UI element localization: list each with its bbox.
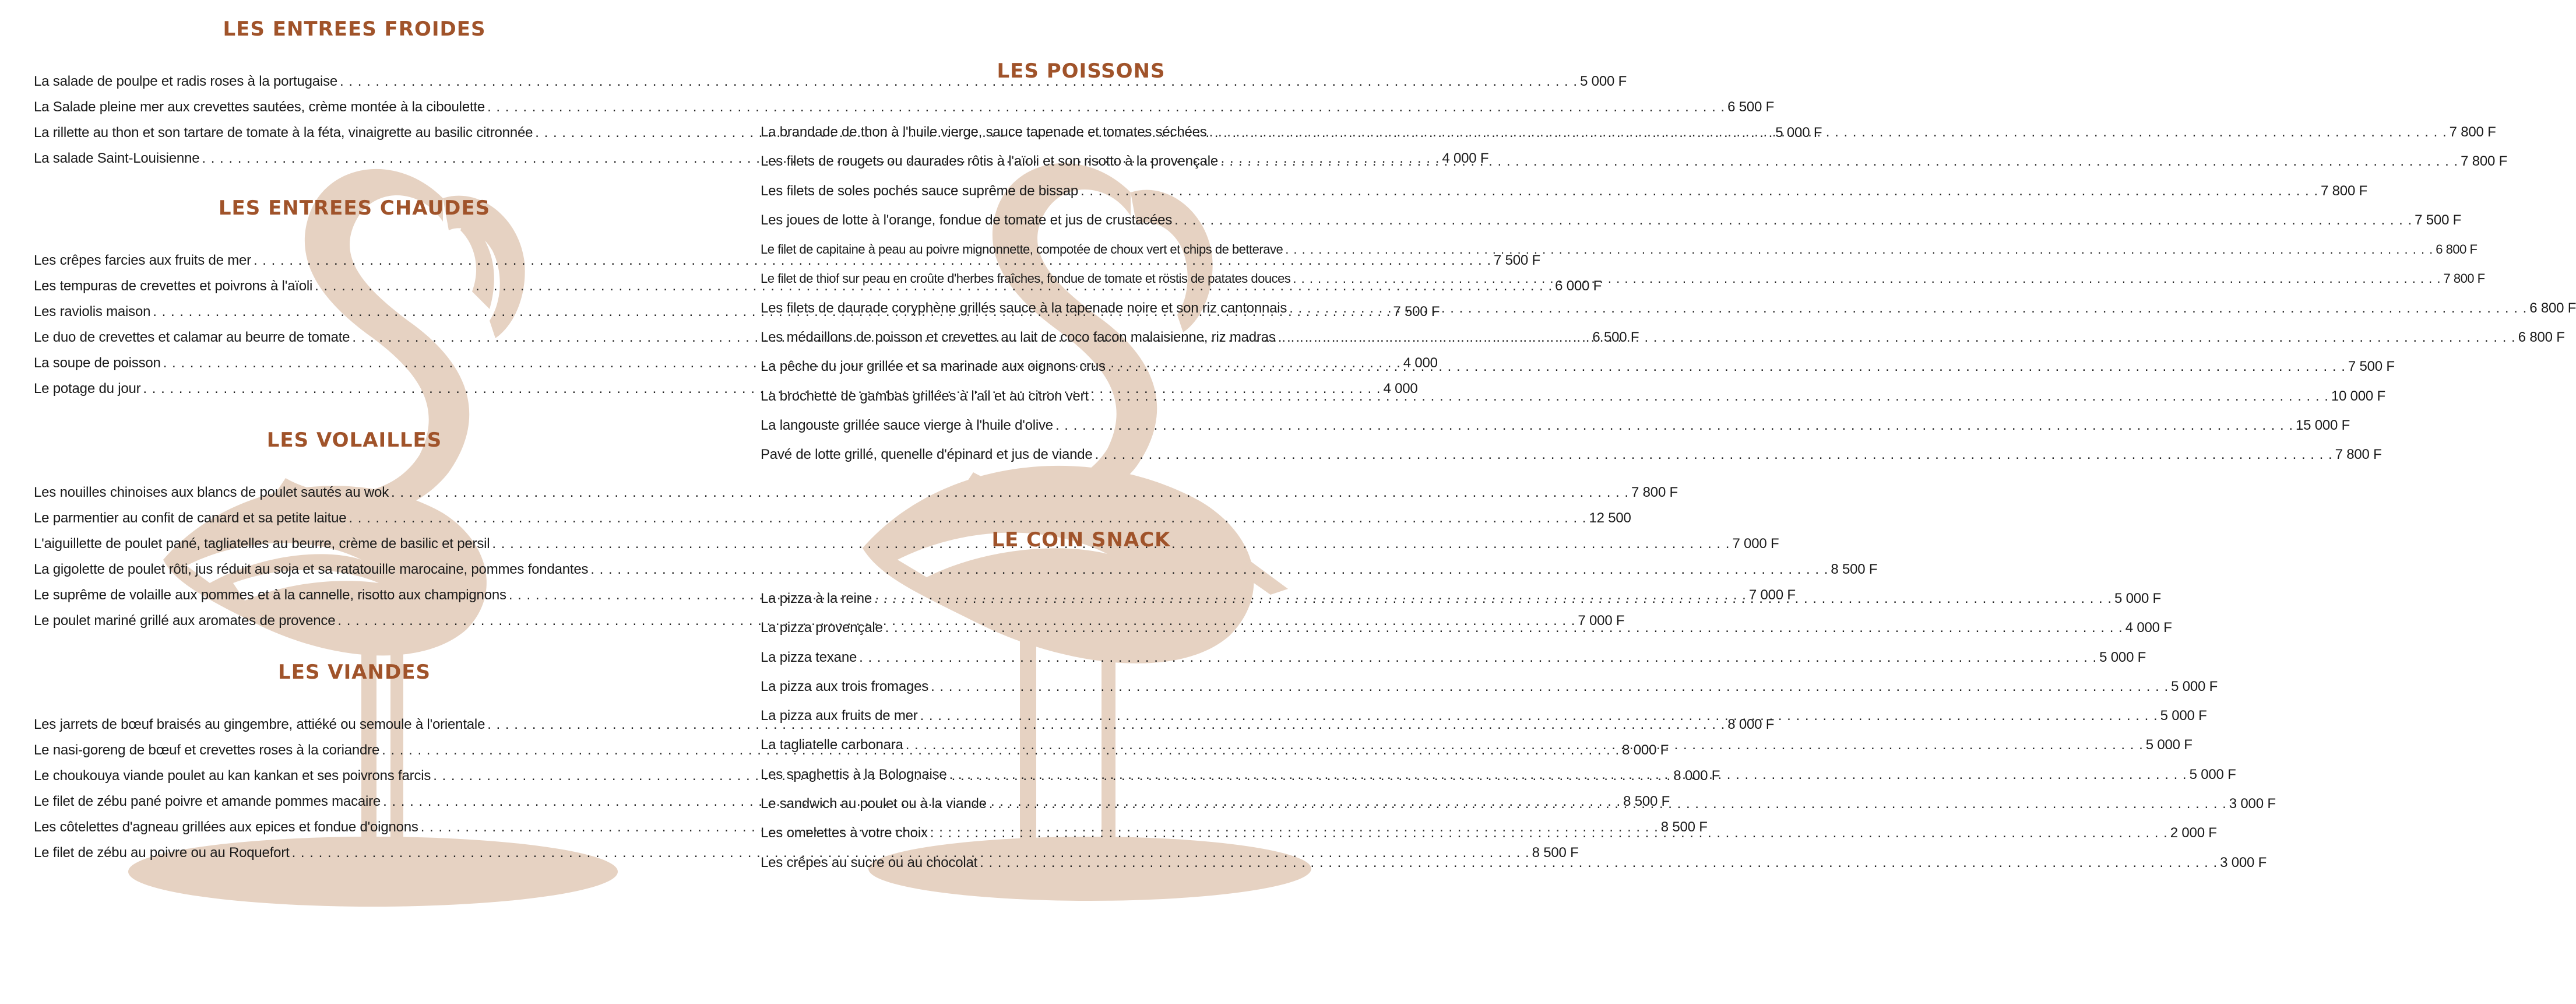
dot-leader xyxy=(1091,382,2329,411)
item-price: 5 000 F xyxy=(2099,649,2146,665)
item-price: 4 000 xyxy=(1383,381,1418,396)
item-name: La Salade pleine mer aux crevettes sautées, crème montée à la ciboulette xyxy=(34,99,485,115)
item-name: Pavé de lotte grillé, quenelle d'épinard et jus de viande xyxy=(761,447,1093,463)
dot-leader xyxy=(906,731,2144,760)
item-price: 4 000 F xyxy=(1442,150,1489,166)
item-price: 7 500 F xyxy=(2348,359,2395,375)
item-price: 8 500 F xyxy=(1660,819,1708,835)
item-name: La gigolette de poulet rôti, jus réduit au soja et sa ratatouille marocaine, pommes fondantes xyxy=(34,561,589,577)
item-name: Les raviolis maison xyxy=(34,304,151,320)
item-name: La rillette au thon et son tartare de tomate à la féta, vinaigrette au basilic citronnée xyxy=(34,125,533,141)
item-price: 15 000 F xyxy=(2296,417,2350,433)
item-price: 3 000 F xyxy=(2229,796,2276,812)
section-title: LE COIN SNACK xyxy=(991,528,1171,552)
menu-item xyxy=(761,177,2368,206)
menu-item xyxy=(761,672,2218,701)
item-price: 4 000 F xyxy=(2125,620,2172,636)
item-price: 5 000 F xyxy=(2145,737,2193,753)
item-price: 6 000 F xyxy=(1555,278,1602,294)
item-name: L'aiguillette de poulet pané, tagliatelles au beurre, crème de basilic et persil xyxy=(34,536,490,552)
dot-leader xyxy=(920,701,2158,731)
item-price: 5 000 F xyxy=(1775,125,1822,141)
item-price: 6 500 F xyxy=(1727,99,1775,115)
item-name: La pizza texane xyxy=(761,649,857,665)
item-name: Les médaillons de poisson et crevettes au lait de coco facon malaisienne, riz madras xyxy=(761,329,1276,346)
item-price: 8 000 F xyxy=(1727,717,1775,732)
section-title: LES ENTREES CHAUDES xyxy=(218,196,491,220)
item-price: 7 500 F xyxy=(1393,304,1440,320)
section-title: LES POISSONS xyxy=(997,59,1166,83)
section-title: LES VIANDES xyxy=(278,661,431,684)
item-price: 7 800 F xyxy=(2321,182,2368,199)
item-name: Le choukouya viande poulet au kan kankan et ses poivrons farcis xyxy=(34,768,431,784)
item-name: Le filet de thiof sur peau en croûte d'herbes fraîches, fondue de tomate et röstis de patates douces xyxy=(761,271,1291,286)
item-price: 7 500 F xyxy=(1494,252,1540,268)
dot-leader xyxy=(874,584,2112,613)
item-price: 5 000 F xyxy=(1580,73,1627,89)
item-price: 8 500 F xyxy=(1831,561,1878,577)
item-price: 6 500 F xyxy=(1592,329,1639,345)
dot-leader xyxy=(931,672,2169,701)
item-price: 6 800 F xyxy=(2436,242,2478,257)
dot-leader xyxy=(1055,411,2293,440)
item-name: Les tempuras de crevettes et poivrons à l'aïoli xyxy=(34,278,313,294)
dot-leader xyxy=(885,613,2123,643)
section-title: LES VOLAILLES xyxy=(266,429,442,452)
item-name: Les filets de daurade coryphène grillés sauce à la tapenade noire et son riz cantonnais xyxy=(761,300,1287,316)
item-price: 7 800 F xyxy=(2461,153,2508,170)
item-name: Les crêpes farcies aux fruits de mer xyxy=(34,252,251,268)
dot-leader xyxy=(989,789,2227,819)
item-name: La soupe de poisson xyxy=(34,355,161,371)
item-name: Le suprême de volaille aux pommes et à la cannelle, risotto aux champignons xyxy=(34,587,506,603)
item-price: 7 000 F xyxy=(1578,613,1625,629)
item-name: La brandade de thon à l'huile vierge, sauce tapenade et tomates séchées xyxy=(761,124,1207,140)
dot-leader xyxy=(949,760,2187,789)
menu-item xyxy=(761,382,2386,411)
item-price: 7 800 F xyxy=(2449,124,2496,140)
dot-leader xyxy=(980,848,2218,877)
item-name: La pizza aux trois fromages xyxy=(761,678,929,694)
item-name: Le duo de crevettes et calamar au beurre de tomate xyxy=(34,329,350,345)
item-price: 7 800 F xyxy=(2335,447,2382,463)
item-name: Le poulet mariné grillé aux aromates de provence xyxy=(34,613,336,629)
menu-item xyxy=(34,480,1678,505)
item-name: La brochette de gambas grillées à l'ail et au citron vert xyxy=(761,388,1089,404)
item-price: 5 000 F xyxy=(2171,678,2218,694)
section-title: LES ENTREES FROIDES xyxy=(223,17,486,41)
item-name: Le nasi-goreng de bœuf et crevettes roses à la coriandre xyxy=(34,742,380,758)
dot-leader xyxy=(859,643,2097,672)
item-name: Le sandwich au poulet ou à la viande xyxy=(761,796,987,812)
item-name: Les jarrets de bœuf braisés au gingembre, attiéké ou semoule à l'orientale xyxy=(34,717,485,732)
item-name: Les filets de soles pochés sauce suprême de bissap xyxy=(761,182,1078,199)
item-price: 7 500 F xyxy=(2415,212,2462,228)
item-name: La salade de poulpe et radis roses à la portugaise xyxy=(34,73,338,89)
item-name: La salade Saint-Louisienne xyxy=(34,150,200,166)
item-name: La pizza provençale xyxy=(761,620,883,636)
item-price: 2 000 F xyxy=(2170,825,2217,841)
item-name: Les omelettes à votre choix xyxy=(761,825,928,841)
menu-item xyxy=(761,206,2462,235)
item-name: Les crêpes au sucre ou au chocolat xyxy=(761,854,978,870)
item-price: 12 500 xyxy=(1589,510,1631,526)
item-price: 10 000 F xyxy=(2331,388,2386,404)
item-name: Le filet de capitaine à peau au poivre mignonnette, compotée de choux vert et chips de betterave xyxy=(761,242,1283,257)
dot-leader xyxy=(1278,323,2516,352)
item-name: La pizza à la reine xyxy=(761,591,872,606)
item-price: 5 000 F xyxy=(2160,708,2207,724)
item-price: 8 000 F xyxy=(1622,742,1669,758)
item-price: 7 800 F xyxy=(1631,485,1678,500)
item-name: Le filet de zébu au poivre ou au Roquefort xyxy=(34,845,290,861)
dot-leader xyxy=(1289,294,2527,323)
dot-leader xyxy=(1220,147,2458,176)
dot-leader xyxy=(1209,118,2447,147)
item-name: Le parmentier au confit de canard et sa petite laitue xyxy=(34,510,347,526)
item-price: 5 000 F xyxy=(2114,591,2162,606)
menu-item xyxy=(34,505,1631,531)
item-name: La pêche du jour grillée et sa marinade aux oignons crus xyxy=(761,359,1106,375)
item-name: Les spaghettis à la Bolognaise xyxy=(761,766,947,782)
dot-leader xyxy=(930,819,2168,848)
item-name: La langouste grillée sauce vierge à l'huile d'olive xyxy=(761,417,1053,433)
item-price: 7 800 F xyxy=(2443,271,2485,286)
dot-leader xyxy=(1108,352,2346,381)
item-price: 4 000 xyxy=(1403,355,1438,371)
dot-leader xyxy=(1285,235,2433,264)
item-price: 3 000 F xyxy=(2220,854,2267,870)
item-price: 7 000 F xyxy=(1732,536,1779,552)
item-price: 6 800 F xyxy=(2529,300,2576,316)
dot-leader xyxy=(391,480,1629,505)
dot-leader xyxy=(1081,177,2318,206)
item-name: Les filets de rougets ou daurades rôtis à l'aïoli et son risotto à la provençale xyxy=(761,153,1219,170)
item-price: 8 500 F xyxy=(1532,845,1579,861)
menu-item xyxy=(34,557,1878,582)
dot-leader xyxy=(1293,264,2441,293)
item-name: La tagliatelle carbonara xyxy=(761,737,903,753)
item-price: 6 800 F xyxy=(2518,329,2565,346)
item-name: Le potage du jour xyxy=(34,381,141,396)
menu-item xyxy=(761,643,2146,672)
item-name: Les nouilles chinoises aux blancs de poulet sautés au wok xyxy=(34,485,389,500)
menu-item xyxy=(761,411,2350,440)
item-price: 5 000 F xyxy=(2189,766,2236,782)
item-name: Les côtelettes d'agneau grillées aux epices et fondue d'oignons xyxy=(34,819,418,835)
menu-item xyxy=(34,94,1775,120)
item-name: Le filet de zébu pané poivre et amande pommes macaire xyxy=(34,794,381,809)
item-price: 8 000 F xyxy=(1673,768,1720,784)
item-name: Les joues de lotte à l'orange, fondue de tomate et jus de crustacées xyxy=(761,212,1173,228)
dot-leader xyxy=(1095,440,2333,469)
item-price: 7 000 F xyxy=(1748,587,1796,603)
dot-leader xyxy=(1174,206,2412,235)
item-price: 8 500 F xyxy=(1623,794,1670,809)
item-name: La pizza aux fruits de mer xyxy=(761,708,918,724)
menu-item xyxy=(761,440,2382,469)
